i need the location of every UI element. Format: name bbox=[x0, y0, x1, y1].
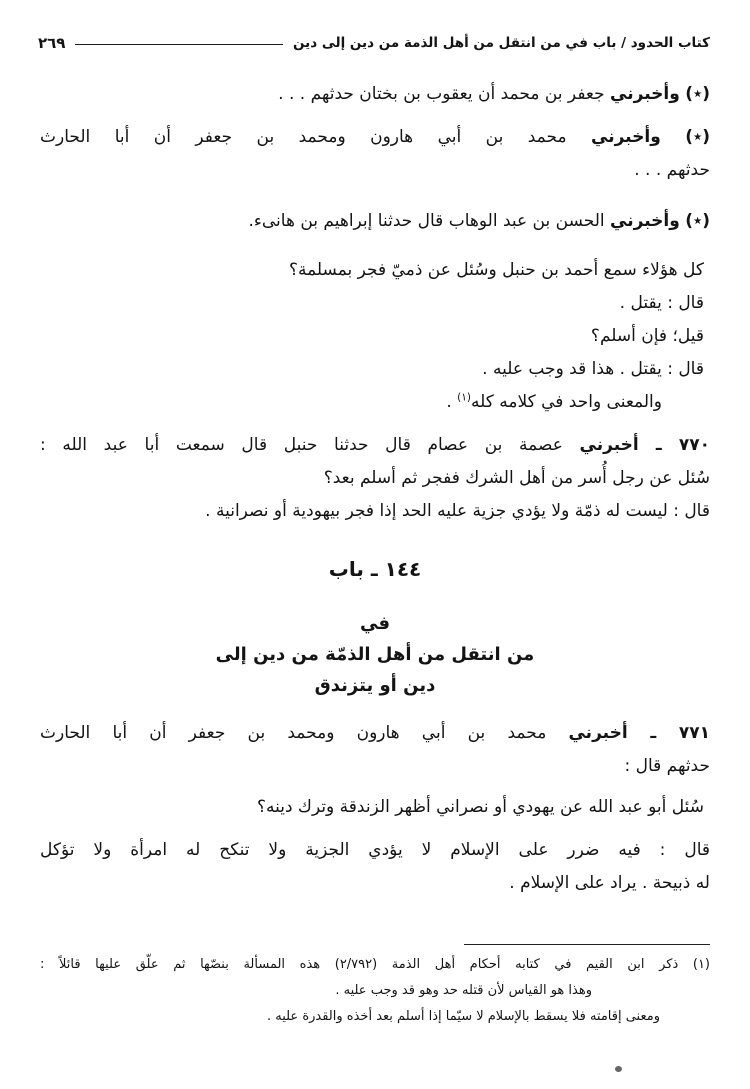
chapter-heading: ١٤٤ ـ باب bbox=[328, 557, 422, 581]
chapter-subtitle-line-1: في bbox=[360, 613, 390, 634]
ink-speck bbox=[615, 1066, 622, 1072]
qa-conclusion bbox=[40, 386, 710, 419]
isnad-text: عصمة بن عصام قال حدثنا حنبل قال سمعت أبا عبد الله : bbox=[40, 435, 563, 455]
isnad-paragraph-2 bbox=[40, 121, 710, 187]
asterisk-marker: (٭) bbox=[685, 127, 711, 147]
hadith-number: ٧٧٠ ـ أخبرني bbox=[579, 435, 710, 455]
question-line: سُئل عن رجل أُسر من أهل الشرك ففجر ثم أسلم بعد؟ bbox=[323, 468, 710, 488]
chapter-subtitle-line-3: دين أو يتزندق bbox=[314, 675, 436, 696]
question-line: سُئل أبو عبد الله عن يهودي أو نصراني أظهر الزندقة وترك دينه؟ bbox=[256, 797, 704, 817]
isnad-line bbox=[40, 121, 710, 154]
page-header bbox=[38, 34, 710, 52]
chapter-subtitle bbox=[40, 608, 710, 701]
footnotes-section bbox=[40, 944, 710, 1030]
dialogue-line-2: قيل؛ فإن أسلم؟ bbox=[590, 326, 704, 346]
page-number: ٢٦٩ bbox=[38, 34, 66, 52]
footnote-line-3: ومعنى إقامته فلا يسقط بالإسلام لا سيّما إذا أسلم بعد أخذه والقدرة عليه . bbox=[266, 1009, 660, 1024]
page-body bbox=[40, 68, 710, 900]
isnad-paragraph-3 bbox=[40, 205, 710, 238]
answer-paragraph bbox=[40, 834, 710, 900]
answer-line: قال : ليست له ذمّة ولا يؤدي جزية عليه الحد إذا فجر بيهودية أو نصرانية . bbox=[205, 501, 710, 521]
isnad-continuation: حدثهم قال : bbox=[624, 756, 710, 776]
hadith-771 bbox=[40, 717, 710, 900]
footnote-reference: (١) bbox=[457, 391, 471, 404]
running-title: كتاب الحدود / باب في من انتقل من أهل الذمة من دين إلى دين bbox=[293, 35, 710, 51]
asterisk-marker: (٭) bbox=[685, 84, 710, 104]
hadith-isnad-line bbox=[40, 429, 710, 462]
hadith-isnad-line bbox=[40, 717, 710, 750]
conclusion-period: . bbox=[446, 392, 458, 412]
footnote-separator bbox=[464, 944, 710, 945]
narration-verb: وأخبرني bbox=[610, 84, 680, 104]
footnote-line-2: وهذا هو القياس لأن قتله حد وهو قد وجب عليه . bbox=[335, 983, 592, 998]
hadith-770 bbox=[40, 429, 710, 528]
isnad-paragraph-1 bbox=[40, 78, 710, 111]
header-rule bbox=[75, 44, 283, 45]
narration-verb: وأخبرني bbox=[610, 211, 680, 231]
narration-verb: وأخبرني bbox=[591, 127, 661, 147]
footnote-line-1: (١) ذكر ابن القيم في كتابه أحكام أهل الذمة (٢/٧٩٢) هذه المسألة بنصّها ثم علّق عليها قائلاً : bbox=[40, 957, 710, 972]
isnad-text: محمد بن أبي هارون ومحمد بن جعفر أن أبا الحارث bbox=[40, 723, 547, 743]
answer-line: قال : فيه ضرر على الإسلام لا يؤدي الجزية ولا تنكح له امرأة ولا تؤكل bbox=[40, 840, 710, 860]
asterisk-marker: (٭) bbox=[685, 211, 710, 231]
isnad-text: الحسن بن عبد الوهاب قال حدثنا إبراهيم بن هانىء. bbox=[248, 211, 605, 231]
isnad-text: جعفر بن محمد أن يعقوب بن بختان حدثهم . . . bbox=[278, 84, 605, 104]
hadith-number: ٧٧١ ـ أخبرني bbox=[568, 723, 710, 743]
qa-intro: كل هؤلاء سمع أحمد بن حنبل وسُئل عن ذميّ فجر بمسلمة؟ bbox=[288, 260, 704, 280]
conclusion-text: والمعنى واحد في كلامه كله bbox=[470, 392, 662, 412]
answer-line: له ذبيحة . يراد على الإسلام . bbox=[509, 873, 710, 893]
isnad-continuation: حدثهم . . . bbox=[634, 160, 710, 180]
chapter-subtitle-line-2: من انتقل من أهل الذمّة من دين إلى bbox=[215, 644, 535, 665]
dialogue-line-1: قال : يقتل . bbox=[619, 293, 704, 313]
isnad-text: محمد بن أبي هارون ومحمد بن جعفر أن أبا الحارث bbox=[40, 127, 567, 147]
dialogue-line-3: قال : يقتل . هذا قد وجب عليه . bbox=[482, 359, 704, 379]
